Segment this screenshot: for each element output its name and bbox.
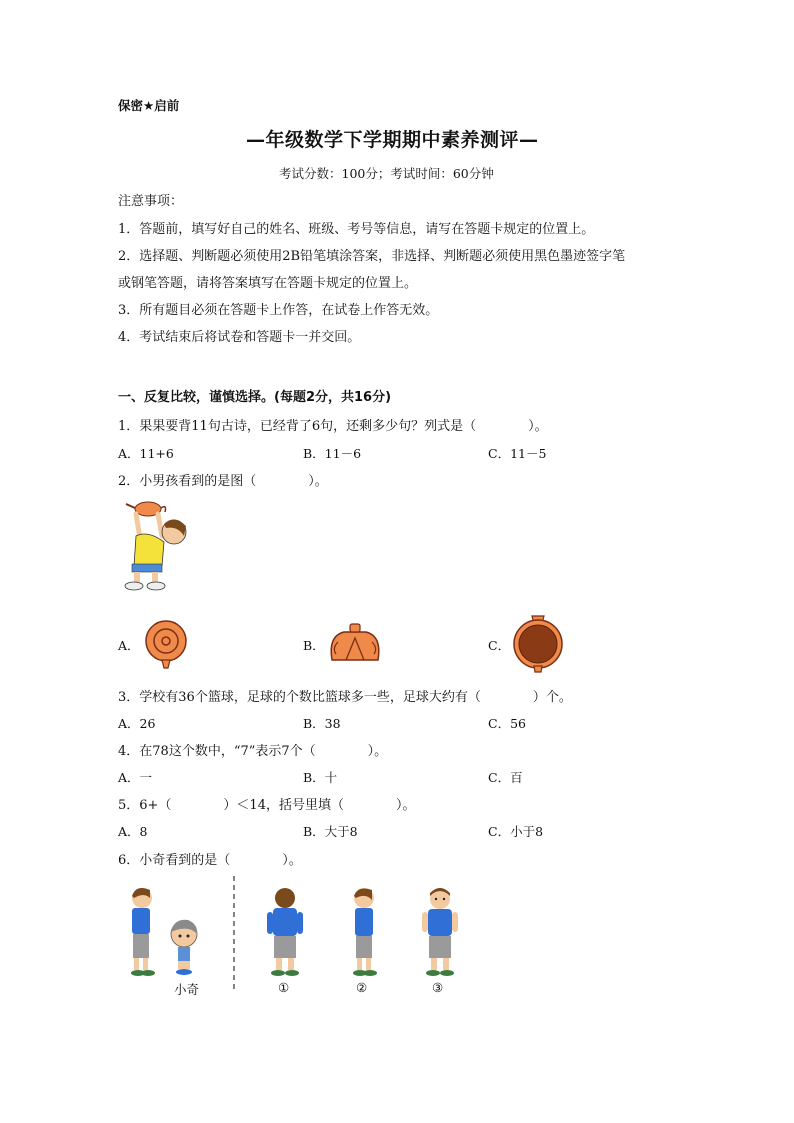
section-heading: 一、反复比较，谨慎选择。(每题2分，共16分) <box>118 390 392 405</box>
question-3-option-a: A．26 <box>118 716 156 731</box>
question-4-option-c: C．百 <box>488 770 523 785</box>
question-2-option-b: B． <box>303 638 325 653</box>
question-2-option-a: A． <box>118 638 140 653</box>
question-2-option-c: C． <box>488 638 511 653</box>
option-label-3: ③ <box>432 980 444 995</box>
caption-xiaoqi: 小奇 <box>174 982 200 997</box>
boy-with-teapot-illustration <box>114 496 194 596</box>
confidential-label: 保密★启前 <box>118 98 180 113</box>
q6-scene-boy-and-xiaoqi <box>118 884 218 980</box>
boy-front-view-3 <box>418 886 462 980</box>
question-5-option-b: B．大于8 <box>303 824 358 839</box>
note-item-3: 3．所有题目必须在答题卡上作答，在试卷上作答无效。 <box>118 303 439 318</box>
option-label-1: ① <box>278 980 290 995</box>
question-5-option-c: C．小于8 <box>488 824 544 839</box>
question-4-option-b: B．十 <box>303 770 338 785</box>
question-1-stem: 1．果果要背11句古诗，已经背了6句，还剩多少句？列式是（ ）。 <box>118 419 548 434</box>
note-item-4: 4．考试结束后将试卷和答题卡一并交回。 <box>118 330 361 345</box>
question-3-option-c: C．56 <box>488 716 526 731</box>
option-label-2: ② <box>356 980 368 995</box>
question-3-option-b: B．38 <box>303 716 341 731</box>
teapot-side-view-b <box>322 618 388 668</box>
boy-side-view-2 <box>344 886 384 980</box>
exam-info: 考试分数：100分；考试时间：60分钟 <box>279 166 494 181</box>
page-title: —年级数学下学期期中素养测评— <box>246 129 539 151</box>
question-1-option-c: C．11－5 <box>488 446 547 461</box>
question-3-stem: 3．学校有36个篮球，足球的个数比篮球多一些，足球大约有（ ）个。 <box>118 690 572 705</box>
question-4-stem: 4．在78这个数中，“7”表示7个（ ）。 <box>118 744 388 759</box>
question-1-option-a: A．11+6 <box>118 446 174 461</box>
question-6-stem: 6．小奇看到的是（ ）。 <box>118 853 302 868</box>
question-5-option-a: A．8 <box>118 824 148 839</box>
note-item-2-line-2: 或钢笔答题，请将答案填写在答题卡规定的位置上。 <box>118 276 418 291</box>
question-2-stem: 2．小男孩看到的是图（ ）。 <box>118 474 328 489</box>
question-5-stem: 5．6+（ ）＜14，括号里填（ ）。 <box>118 798 416 813</box>
note-item-1: 1．答题前，填写好自己的姓名、班级、考号等信息，请写在答题卡规定的位置上。 <box>118 222 595 237</box>
teapot-bottom-view-c <box>510 612 566 674</box>
question-1-option-b: B．11－6 <box>303 446 362 461</box>
teapot-top-view-a <box>138 615 194 671</box>
boy-back-view-1 <box>263 886 307 980</box>
dashed-divider <box>232 876 236 992</box>
note-item-2-line-1: 2．选择题、判断题必须使用2B铅笔填涂答案，非选择、判断题必须使用黑色墨迹签字笔 <box>118 249 626 264</box>
notes-heading: 注意事项： <box>118 194 184 209</box>
question-4-option-a: A．一 <box>118 770 153 785</box>
